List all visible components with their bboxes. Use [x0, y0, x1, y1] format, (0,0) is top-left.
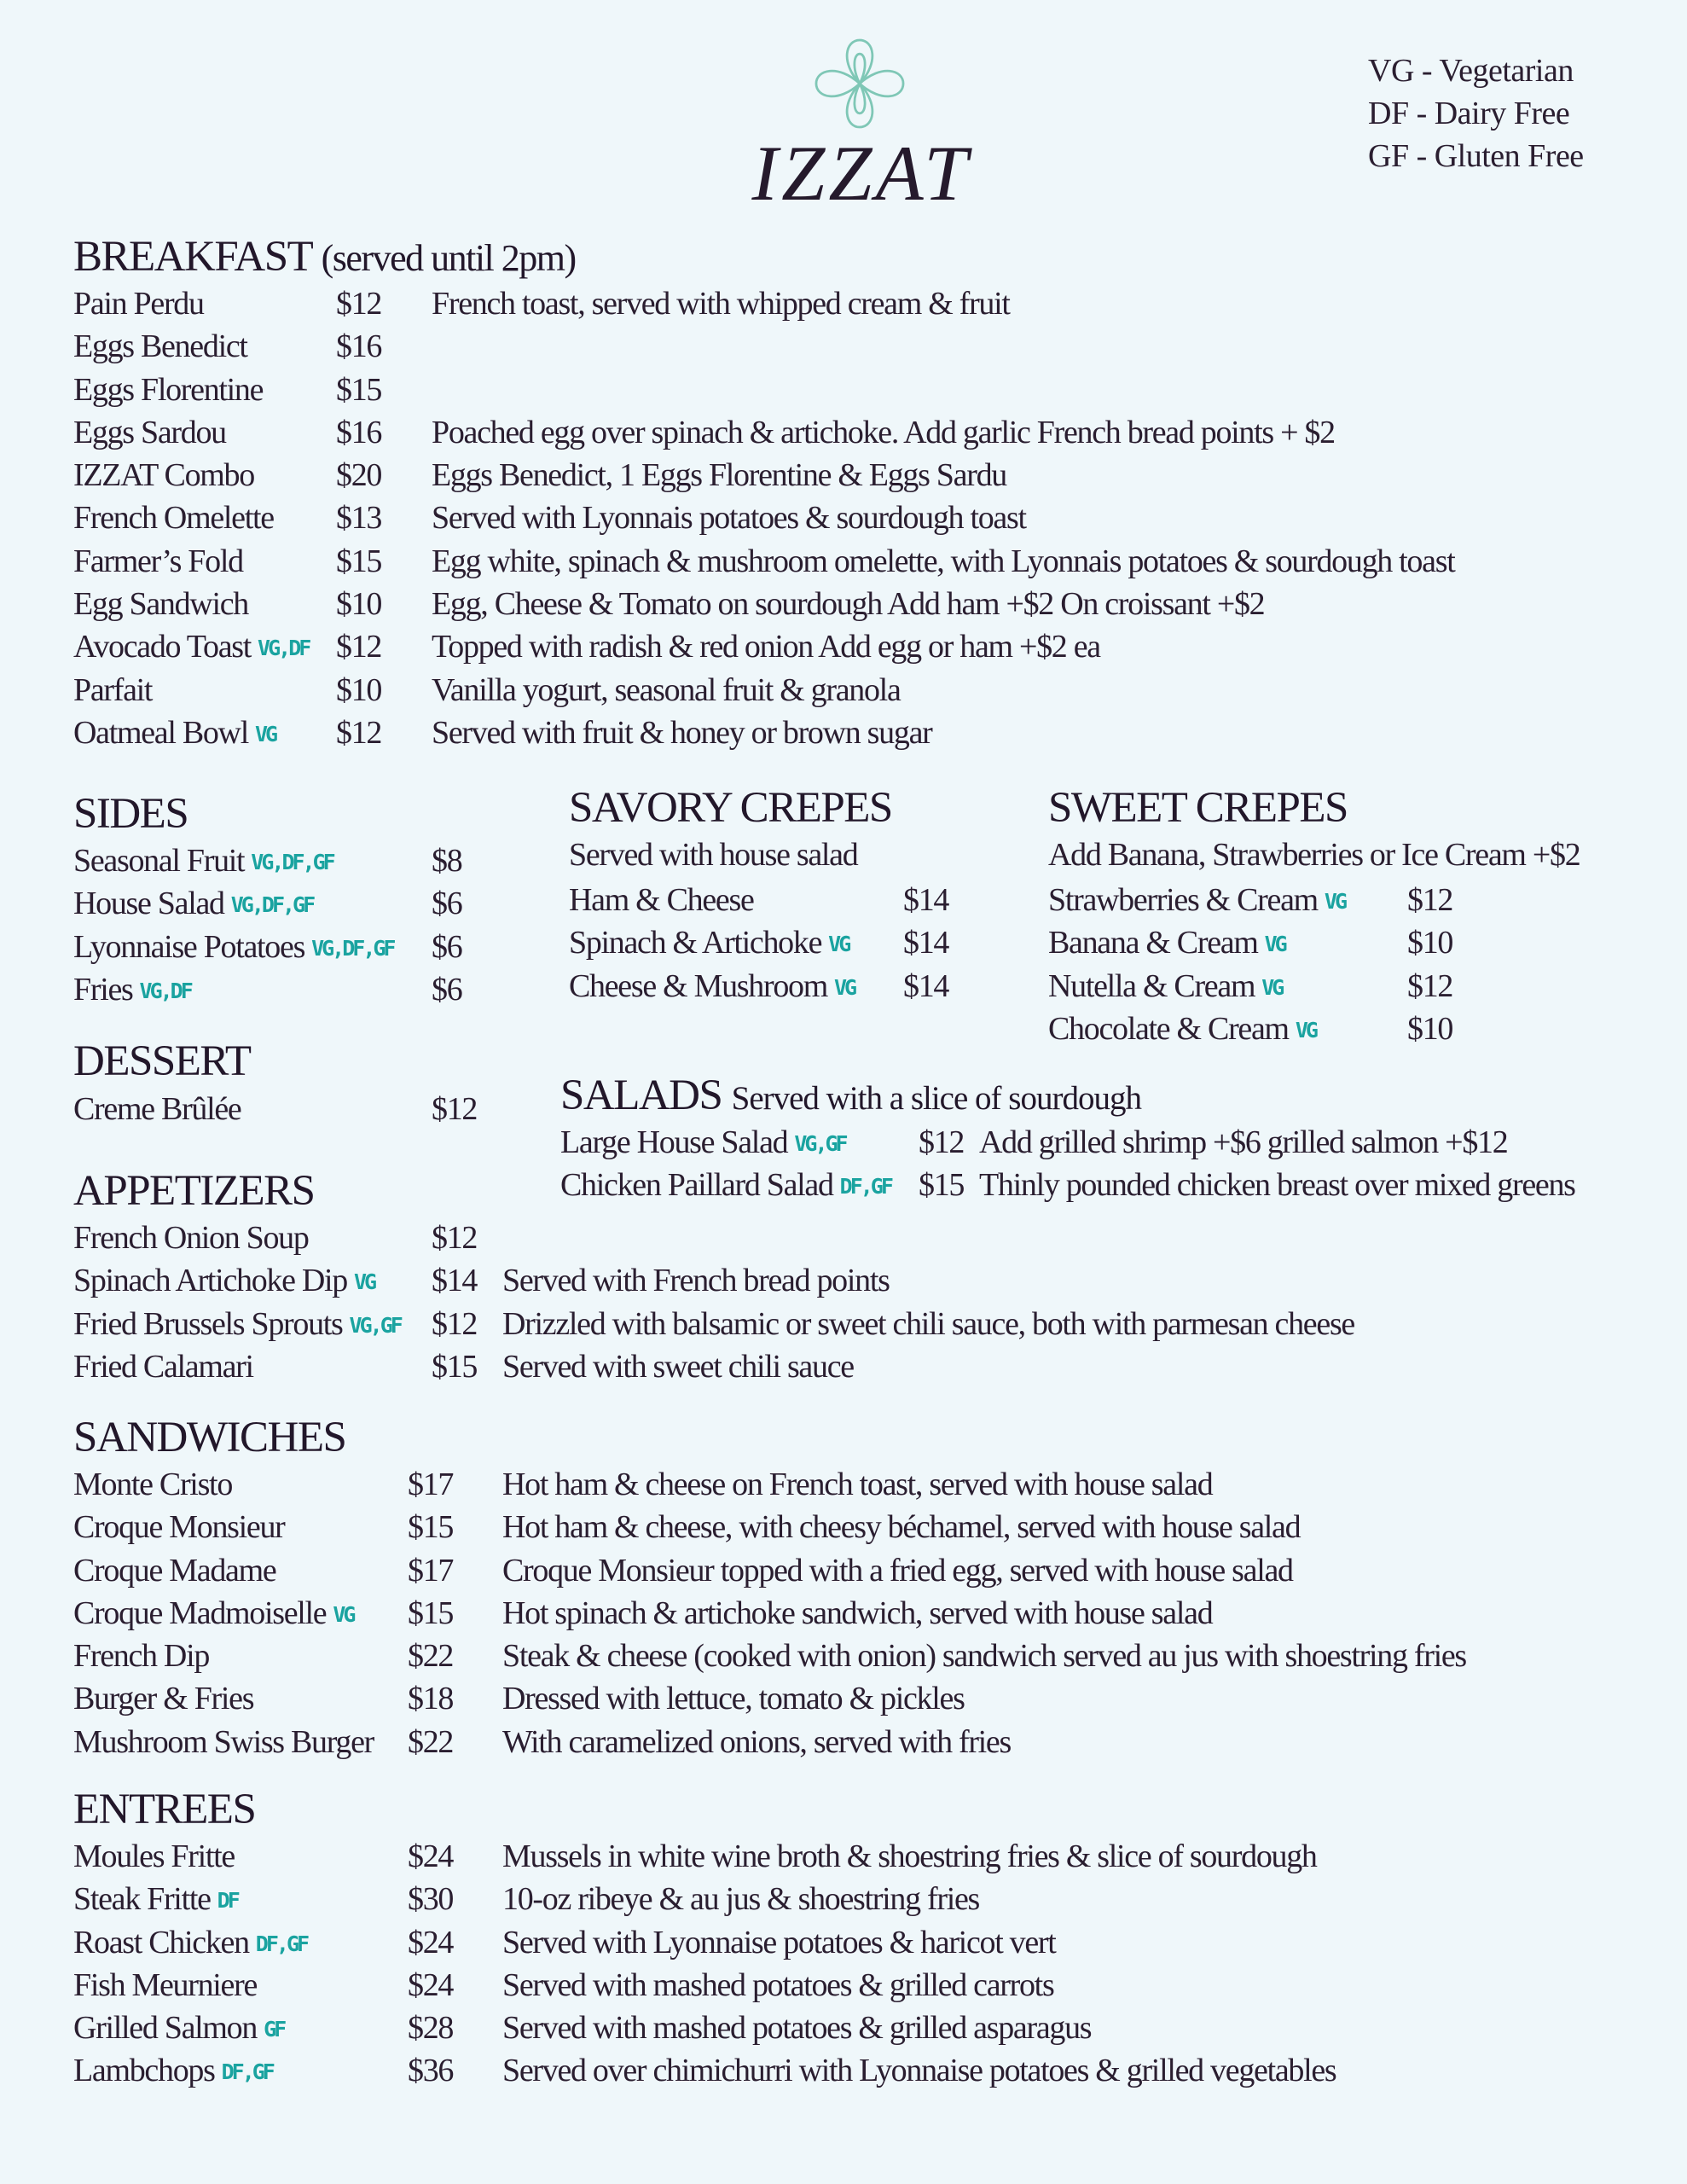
- item-name: [73, 1219, 309, 1257]
- item-name-text: Moules Fritte: [73, 1838, 235, 1874]
- item-name: [73, 585, 248, 623]
- item-price: $6: [432, 971, 462, 1008]
- item-name: [73, 1552, 275, 1589]
- dietary-tag: VG,DF: [258, 636, 310, 661]
- item-name: [1048, 967, 1282, 1005]
- item-price: $24: [408, 1838, 454, 1874]
- item-name-text: Pain Perdu: [73, 286, 204, 322]
- item-description: Served with Lyonnais potatoes & sourdough toast: [432, 500, 1026, 537]
- item-name: [73, 1966, 257, 2004]
- logo-knot-icon: [810, 34, 909, 133]
- item-description: Served with Lyonnaise potatoes & haricot vert: [502, 1924, 1056, 1960]
- dietary-tag: VG: [833, 974, 855, 1000]
- item-price: $10: [1407, 925, 1453, 961]
- item-description: Hot ham & cheese, with cheesy béchamel, served with house salad: [502, 1509, 1301, 1546]
- item-price: $15: [919, 1167, 965, 1204]
- item-price: $14: [903, 925, 949, 961]
- item-name: [73, 1680, 253, 1717]
- item-name-text: Farmer’s Fold: [73, 543, 243, 579]
- dietary-tag: VG,GF: [794, 1131, 846, 1156]
- item-description: 10-oz ribeye & au jus & shoestring fries: [502, 1881, 980, 1918]
- item-name: [1048, 881, 1345, 919]
- item-price: $12: [1407, 967, 1453, 1004]
- item-description: Add grilled shrimp +$6 grilled salmon +$12: [979, 1124, 1508, 1160]
- item-name-text: Eggs Sardou: [73, 414, 226, 450]
- dietary-tag: VG: [1261, 974, 1283, 1000]
- item-name-text: Spinach Artichoke Dip: [73, 1263, 347, 1299]
- breakfast-title: BREAKFAST: [73, 233, 312, 281]
- item-name: [73, 1838, 235, 1875]
- item-price: $10: [1407, 1010, 1453, 1047]
- item-price: $15: [336, 543, 382, 579]
- breakfast-heading: [73, 232, 576, 282]
- item-description: Drizzled with balsamic or sweet chili sauce, both with parmesan cheese: [502, 1305, 1354, 1342]
- item-name: [73, 885, 313, 922]
- sandwiches-heading: SANDWICHES: [73, 1414, 346, 1461]
- item-price: $17: [408, 1467, 454, 1502]
- item-name-text: Banana & Cream: [1048, 925, 1258, 961]
- item-description: Served with French bread points: [502, 1263, 890, 1299]
- item-description: Egg, Cheese & Tomato on sourdough Add ham +$2 On croissant +$2: [432, 586, 1265, 623]
- item-name-text: Grilled Salmon: [73, 2010, 258, 2047]
- item-name-text: Mushroom Swiss Burger: [73, 1723, 374, 1760]
- item-description: With caramelized onions, served with fries: [502, 1723, 1011, 1760]
- item-name: [73, 1348, 253, 1385]
- item-price: $10: [336, 586, 382, 623]
- item-name-text: Fish Meurniere: [73, 1966, 258, 2003]
- item-name: [73, 543, 243, 580]
- item-description: Eggs Benedict, 1 Eggs Florentine & Eggs Sardu: [432, 457, 1006, 494]
- item-description: Egg white, spinach & mushroom omelette, with Lyonnais potatoes & sourdough toast: [432, 543, 1455, 579]
- dietary-tag: VG: [1264, 932, 1285, 957]
- item-name: [73, 1508, 285, 1546]
- dietary-tag: VG: [353, 1269, 375, 1295]
- item-name-text: Fried Calamari: [73, 1348, 253, 1385]
- item-description: Served with sweet chili sauce: [502, 1348, 854, 1385]
- item-price: $12: [1407, 882, 1453, 918]
- item-name: [569, 924, 849, 961]
- item-name-text: Lambchops: [73, 2053, 215, 2089]
- item-price: $30: [408, 1881, 454, 1918]
- item-price: $12: [336, 714, 382, 751]
- dietary-tag: VG,DF,GF: [311, 935, 394, 961]
- item-name-text: Croque Madmoiselle: [73, 1594, 327, 1631]
- item-name-text: Eggs Benedict: [73, 328, 247, 365]
- dietary-tag: DF,GF: [839, 1174, 891, 1199]
- dietary-legend: [1368, 49, 1584, 177]
- item-price: $15: [432, 1348, 478, 1385]
- item-price: $12: [919, 1124, 965, 1160]
- item-name: [1048, 1010, 1316, 1048]
- item-name: [73, 714, 275, 752]
- item-name: [73, 328, 247, 365]
- item-price: $10: [336, 671, 382, 708]
- item-price: $12: [336, 629, 382, 665]
- item-name-text: Fried Brussels Sprouts: [73, 1305, 343, 1342]
- item-name: [560, 1166, 891, 1204]
- item-name-text: Fries: [73, 971, 133, 1008]
- item-name-text: Chocolate & Cream: [1048, 1010, 1289, 1047]
- salads-note: Served with a slice of sourdough: [731, 1080, 1141, 1117]
- item-name-text: Parfait: [73, 671, 153, 708]
- item-price: $14: [903, 882, 949, 918]
- item-name-text: Croque Monsieur: [73, 1509, 285, 1546]
- legend-gluten-free: GF - Gluten Free: [1368, 138, 1584, 174]
- item-description: Served with mashed potatoes & grilled asparagus: [502, 2010, 1092, 2047]
- item-price: $14: [903, 967, 949, 1004]
- item-price: $15: [408, 1594, 454, 1631]
- item-name-text: Lyonnaise Potatoes: [73, 928, 305, 965]
- sweet-crepes-heading: SWEET CREPES: [1048, 784, 1348, 832]
- item-description: Croque Monsieur topped with a fried egg, served with house salad: [502, 1552, 1293, 1589]
- item-price: $6: [432, 928, 462, 965]
- brand-wordmark: IZZAT: [751, 130, 971, 217]
- item-name-text: Steak Fritte: [73, 1881, 211, 1918]
- item-name-text: Burger & Fries: [73, 1681, 254, 1717]
- item-name-text: House Salad: [73, 886, 224, 922]
- item-price: $36: [408, 2053, 454, 2089]
- item-price: $12: [432, 1305, 478, 1342]
- item-name-text: Ham & Cheese: [569, 882, 754, 918]
- item-price: $12: [432, 1091, 478, 1127]
- item-description: Served over chimichurri with Lyonnaise potatoes & grilled vegetables: [502, 2053, 1336, 2089]
- item-name-text: Roast Chicken: [73, 1924, 249, 1960]
- item-price: $17: [408, 1552, 454, 1589]
- item-description: Dressed with lettuce, tomato & pickles: [502, 1681, 965, 1717]
- item-description: French toast, served with whipped cream & fruit: [432, 286, 1010, 322]
- item-name: [73, 1594, 353, 1632]
- item-name: [73, 285, 204, 322]
- item-name: [73, 1262, 374, 1299]
- dietary-tag: DF,GF: [255, 1931, 308, 1956]
- item-name: [569, 881, 754, 919]
- item-price: $20: [336, 457, 382, 494]
- item-name-text: Cheese & Mushroom: [569, 967, 827, 1004]
- dietary-tag: VG: [828, 932, 849, 957]
- item-price: $24: [408, 1966, 454, 2003]
- item-price: $22: [408, 1638, 454, 1675]
- salads-heading: [560, 1071, 1141, 1120]
- item-description: Steak & cheese (cooked with onion) sandwich served au jus with shoestring fries: [502, 1638, 1466, 1675]
- item-description: Thinly pounded chicken breast over mixed greens: [979, 1167, 1575, 1204]
- item-name-text: French Onion Soup: [73, 1220, 309, 1256]
- dietary-tag: GF: [264, 2017, 285, 2042]
- dietary-tag: VG: [1324, 889, 1345, 914]
- item-name: [73, 628, 309, 665]
- item-price: $24: [408, 1924, 454, 1960]
- item-name: [73, 414, 226, 451]
- entrees-heading: ENTREES: [73, 1786, 256, 1833]
- item-description: Hot ham & cheese on French toast, served with house salad: [502, 1467, 1213, 1502]
- item-description: Topped with radish & red onion Add egg or ham +$2 ea: [432, 629, 1100, 665]
- dietary-tag: DF: [217, 1888, 238, 1914]
- item-price: $16: [336, 414, 382, 450]
- breakfast-subtitle: (served until 2pm): [321, 237, 576, 279]
- item-price: $13: [336, 500, 382, 537]
- item-description: Poached egg over spinach & artichoke. Add garlic French bread points + $2: [432, 414, 1335, 450]
- item-name: [73, 928, 394, 966]
- item-name: [73, 1305, 401, 1343]
- sweet-crepes-intro: Add Banana, Strawberries or Ice Cream +$2: [1048, 837, 1580, 873]
- savory-crepes-heading: SAVORY CREPES: [569, 784, 892, 832]
- dietary-tag: DF,GF: [221, 2059, 273, 2085]
- item-description: Vanilla yogurt, seasonal fruit & granola: [432, 671, 901, 708]
- item-price: $18: [408, 1681, 454, 1717]
- item-name: [73, 2052, 273, 2089]
- item-name-text: Monte Cristo: [73, 1467, 233, 1502]
- dietary-tag: VG: [1295, 1017, 1316, 1043]
- item-name-text: Spinach & Artichoke: [569, 925, 822, 961]
- item-name: [73, 1723, 374, 1761]
- item-name: [73, 671, 152, 709]
- item-name: [73, 2009, 284, 2047]
- item-name: [73, 1090, 241, 1128]
- item-name: [73, 1924, 307, 1961]
- legend-vegetarian: VG - Vegetarian: [1368, 53, 1574, 89]
- item-price: $16: [336, 328, 382, 365]
- item-name-text: Strawberries & Cream: [1048, 882, 1318, 918]
- sides-heading: SIDES: [73, 790, 188, 838]
- item-name: [73, 371, 263, 409]
- item-price: $15: [336, 371, 382, 408]
- item-name-text: Large House Salad: [560, 1124, 788, 1160]
- item-name-text: Nutella & Cream: [1048, 967, 1255, 1004]
- item-name: [73, 456, 254, 494]
- dietary-tag: VG,DF: [139, 978, 191, 1003]
- salads-title: SALADS: [560, 1072, 722, 1119]
- item-name-text: IZZAT Combo: [73, 457, 254, 494]
- dietary-tag: VG,DF,GF: [230, 892, 314, 918]
- item-price: $12: [336, 286, 382, 322]
- dietary-tag: VG: [333, 1601, 354, 1627]
- item-name: [560, 1124, 846, 1161]
- item-name-text: Seasonal Fruit: [73, 843, 245, 879]
- item-name: [73, 971, 191, 1008]
- item-price: $28: [408, 2010, 454, 2047]
- dietary-tag: VG,GF: [349, 1312, 401, 1338]
- item-name-text: Croque Madame: [73, 1552, 276, 1589]
- item-name: [73, 1466, 232, 1503]
- item-description: Served with fruit & honey or brown sugar: [432, 714, 932, 751]
- savory-crepes-intro: Served with house salad: [569, 837, 858, 873]
- item-name: [569, 967, 855, 1005]
- item-price: $12: [432, 1220, 478, 1256]
- legend-dairy-free: DF - Dairy Free: [1368, 96, 1570, 131]
- item-price: $6: [432, 886, 462, 922]
- item-name-text: French Dip: [73, 1638, 210, 1675]
- item-name-text: Oatmeal Bowl: [73, 714, 248, 751]
- item-name: [73, 1637, 209, 1675]
- item-name: [73, 1880, 238, 1918]
- item-description: Served with mashed potatoes & grilled carrots: [502, 1966, 1054, 2003]
- item-price: $22: [408, 1723, 454, 1760]
- item-name-text: Eggs Florentine: [73, 371, 264, 408]
- item-description: Mussels in white wine broth & shoestring fries & slice of sourdough: [502, 1838, 1317, 1874]
- item-price: $15: [408, 1509, 454, 1546]
- item-description: Hot spinach & artichoke sandwich, served with house salad: [502, 1594, 1213, 1631]
- item-name: [73, 842, 333, 880]
- item-name-text: Chicken Paillard Salad: [560, 1167, 833, 1204]
- item-name: [73, 499, 274, 537]
- item-name-text: Avocado Toast: [73, 629, 252, 665]
- item-price: $8: [432, 843, 462, 879]
- dessert-heading: DESSERT: [73, 1037, 251, 1085]
- appetizers-heading: APPETIZERS: [73, 1167, 315, 1215]
- item-name-text: Egg Sandwich: [73, 586, 248, 623]
- item-name: [1048, 924, 1285, 961]
- item-name-text: French Omelette: [73, 500, 274, 537]
- item-name-text: Creme Brûlée: [73, 1091, 241, 1127]
- dietary-tag: VG: [254, 721, 276, 746]
- item-price: $14: [432, 1263, 478, 1299]
- dietary-tag: VG,DF,GF: [251, 850, 333, 874]
